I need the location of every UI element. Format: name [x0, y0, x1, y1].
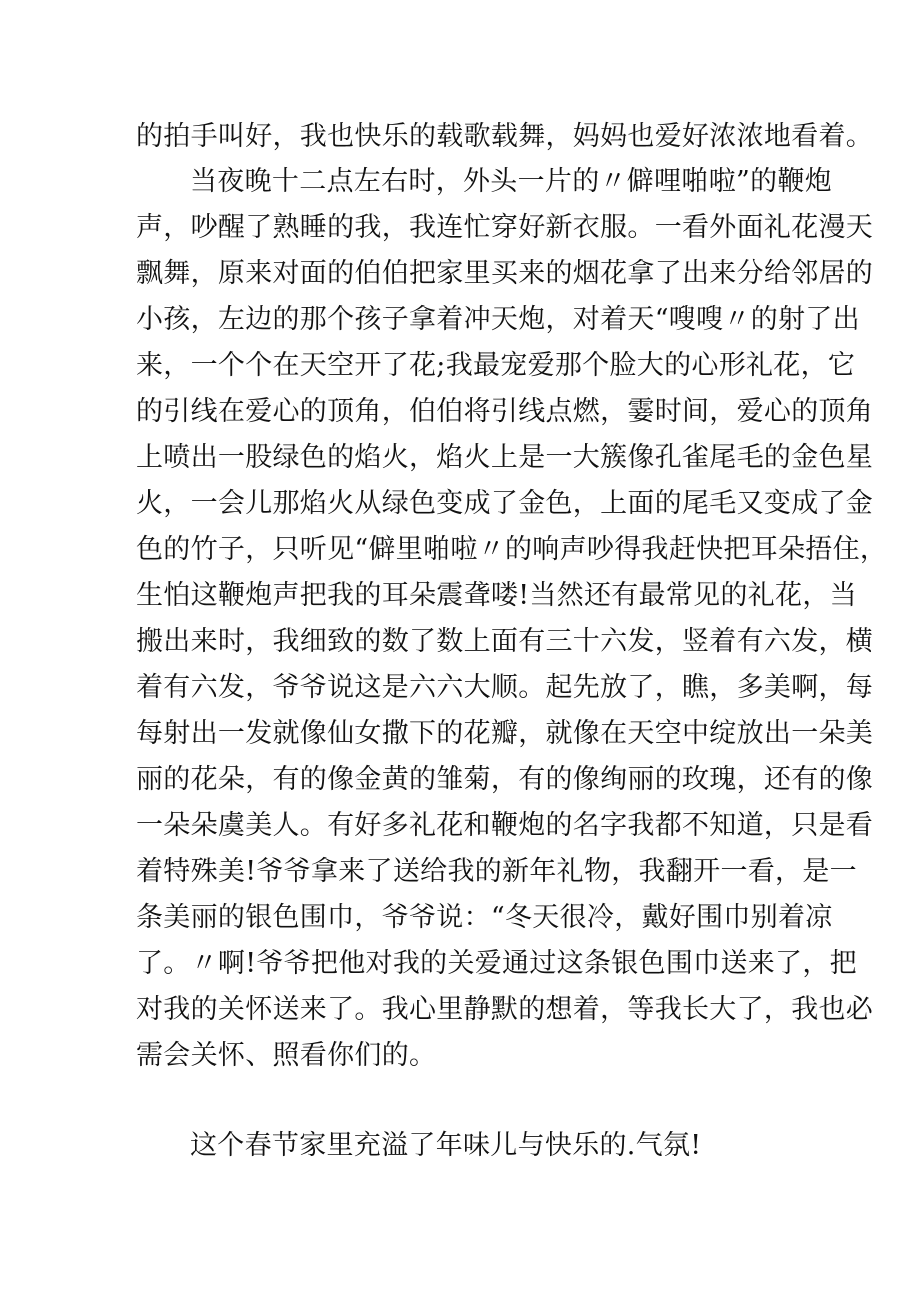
text-line: 火，一会儿那焰火从绿色变成了金色，上面的尾毛又变成了金	[136, 488, 874, 519]
text-line: 条美丽的银色围巾，爷爷说：“冬天很冷，戴好围巾别着凉	[136, 902, 833, 933]
text-line: 色的竹子，只听见“僻里啪啦〃的响声吵得我赶快把耳朵捂住，	[136, 534, 888, 565]
text-line: 声，吵醒了熟睡的我，我连忙穿好新衣服。一看外面礼花漫天	[136, 212, 874, 243]
text-line: 了。〃啊!爷爷把他对我的关爱通过这条银色围巾送来了，把	[136, 948, 857, 979]
text-line: 着特殊美!爷爷拿来了送给我的新年礼物，我翻开一看，是一	[136, 856, 857, 887]
text-line: 当夜晚十二点左右时，外头一片的〃僻哩啪啦”的鞭炮	[190, 166, 833, 197]
text-line: 着有六发，爷爷说这是六六大顺。起先放了，瞧，多美啊，每	[136, 672, 874, 703]
text-line: 来，一个个在天空开了花;我最宠爱那个脸大的心形礼花，它	[136, 350, 856, 381]
text-line: 需会关怀、照看你们的。	[136, 1040, 437, 1071]
text-line: 飘舞，原来对面的伯伯把家里买来的烟花拿了出来分给邻居的	[136, 258, 874, 289]
text-line: 对我的关怀送来了。我心里静默的想着，等我长大了，我也必	[136, 994, 874, 1025]
text-line: 搬出来时，我细致的数了数上面有三十六发，竖着有六发，横	[136, 626, 874, 657]
text-line: 这个春节家里充溢了年味儿与快乐的.气氛!	[190, 1130, 702, 1161]
text-line: 丽的花朵，有的像金黄的雏菊，有的像绚丽的玫瑰，还有的像	[136, 764, 874, 795]
text-line: 生怕这鞭炮声把我的耳朵震聋喽!当然还有最常见的礼花，当	[136, 580, 857, 611]
text-line: 小孩，左边的那个孩子拿着冲天炮，对着天“嗖嗖〃的射了出	[136, 304, 860, 335]
text-line: 上喷出一股绿色的焰火，焰火上是一大簇像孔雀尾毛的金色星	[136, 442, 874, 473]
text-line: 每射出一发就像仙女撒下的花瓣，就像在天空中绽放出一朵美	[136, 718, 874, 749]
text-line: 的引线在爱心的顶角，伯伯将引线点燃，霎时间，爱心的顶角	[136, 396, 874, 427]
text-line: 的拍手叫好，我也快乐的载歌载舞，妈妈也爱好浓浓地看着。	[136, 121, 874, 152]
text-line: 一朵朵虞美人。有好多礼花和鞭炮的名字我都不知道，只是看	[136, 810, 874, 841]
